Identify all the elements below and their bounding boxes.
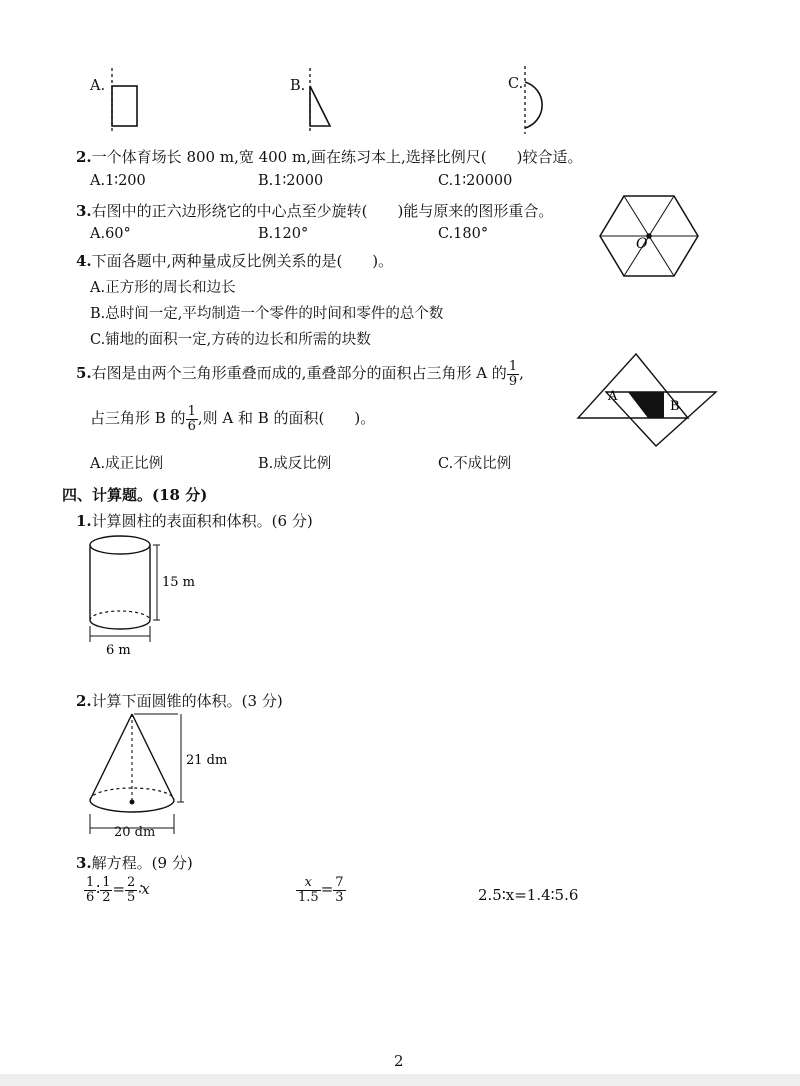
q5-option-a: A.成正比例 <box>90 456 164 472</box>
question-5-line-1: 5.右图是由两个三角形重叠而成的,重叠部分的面积占三角形 A 的 $\frac{1}{9}$ , <box>76 359 524 389</box>
hexagon-figure <box>598 192 700 280</box>
question-4: 4.下面各题中,两种量成反比例关系的是( )。 <box>76 252 394 270</box>
q2-option-a: A.1∶200 <box>90 173 146 189</box>
q3-option-c: C.180° <box>438 226 489 242</box>
cylinder-figure <box>80 530 200 658</box>
cylinder-diameter-label: 6 m <box>106 643 131 658</box>
q5-option-c: C.不成比例 <box>438 456 512 472</box>
equation-2: $\frac{x}{1.5}$ = $\frac{7}{3}$ <box>298 875 344 905</box>
cone-figure <box>82 710 228 842</box>
question-2: 2.一个体育场长 800 m,宽 400 m,画在练习本上,选择比例尺( )较合适。 <box>76 148 583 166</box>
question-5-line-2: 占三角形 B 的 $\frac{1}{6}$ ,则 A 和 B 的面积( )。 <box>90 404 376 434</box>
q1-option-b: B. <box>290 78 306 94</box>
page-number: 2 <box>394 1052 404 1070</box>
calc-question-2: 2.计算下面圆锥的体积。(3 分) <box>76 692 283 710</box>
q2-option-c: C.1∶20000 <box>438 173 513 189</box>
q1-option-c: C. <box>508 76 524 92</box>
q4-option-b: B.总时间一定,平均制造一个零件的时间和零件的总个数 <box>90 306 444 322</box>
cylinder-height-label: 15 m <box>162 575 196 590</box>
triangle-a-label: A <box>608 389 618 404</box>
fraction-one-sixth: $\frac{1}{6}$ <box>187 404 196 434</box>
q5-option-b: B.成反比例 <box>258 456 332 472</box>
cone-diameter-label: 20 dm <box>114 825 156 840</box>
hexagon-center-label: O <box>636 236 648 252</box>
q1-figure-c <box>515 66 560 138</box>
triangle-b-label: B <box>670 399 680 414</box>
q4-option-c: C.铺地的面积一定,方砖的边长和所需的块数 <box>90 332 371 348</box>
q1-figure-b <box>300 68 340 138</box>
overlapping-triangles-figure <box>576 352 718 448</box>
question-3: 3.右图中的正六边形绕它的中心点至少旋转( )能与原来的图形重合。 <box>76 202 554 220</box>
q1-option-a: A. <box>90 78 106 94</box>
calc-question-3: 3.解方程。(9 分) <box>76 854 193 872</box>
equation-3: 2.5∶x=1.4∶5.6 <box>478 886 579 904</box>
footer-strip <box>0 1074 800 1086</box>
q4-option-a: A.正方形的周长和边长 <box>90 280 236 296</box>
q3-option-a: A.60° <box>90 226 131 242</box>
q1-figure-a <box>100 68 150 138</box>
calc-question-1: 1.计算圆柱的表面积和体积。(6 分) <box>76 512 313 530</box>
q2-option-b: B.1∶2000 <box>258 173 324 189</box>
section-4-title: 四、计算题。(18 分) <box>62 486 208 504</box>
equation-1: $\frac{1}{6}$ ∶ $\frac{1}{2}$ = $\frac{2}{5}$ ∶x <box>86 875 150 905</box>
cone-height-label: 21 dm <box>186 753 228 768</box>
q3-option-b: B.120° <box>258 226 309 242</box>
fraction-one-ninth: $\frac{1}{9}$ <box>508 359 518 389</box>
